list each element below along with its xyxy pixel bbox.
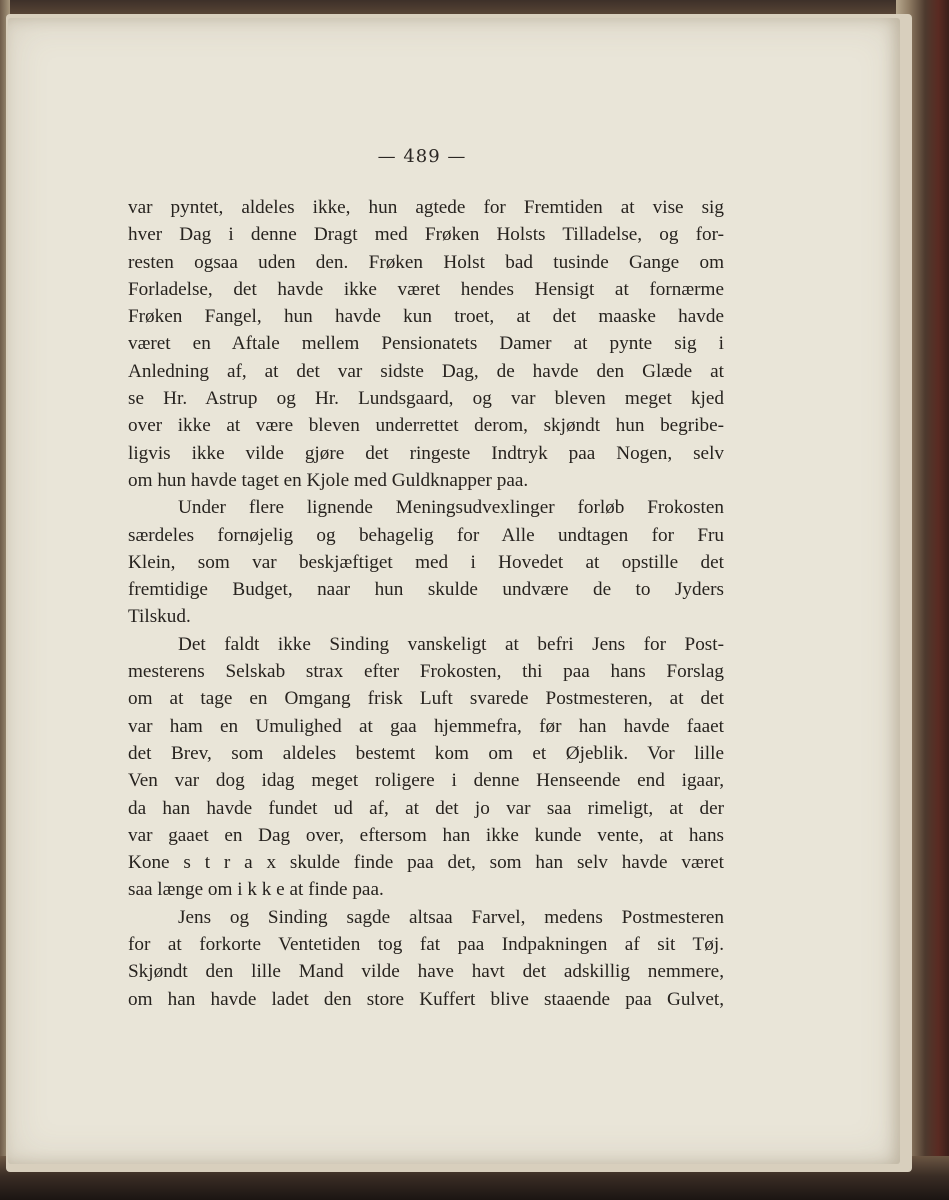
text-line: saa længe om i k k e at finde paa. <box>128 879 384 901</box>
text-line: fremtidige Budget, naar hun skulde undvære de to Jyders <box>128 579 724 601</box>
text-line: var gaaet en Dag over, eftersom han ikke kunde vente, at hans <box>128 824 724 846</box>
text-line: Forladelse, det havde ikke været hendes Hensigt at fornærme <box>128 278 724 300</box>
text-line: se Hr. Astrup og Hr. Lundsgaard, og var bleven meget kjed <box>128 388 724 410</box>
text-line: Frøken Fangel, hun havde kun troet, at det maaske havde <box>128 306 724 328</box>
text-line: over ikke at være bleven underrettet derom, skjøndt hun begribe- <box>128 415 724 437</box>
text-line: om hun havde taget en Kjole med Guldknapper paa. <box>128 469 529 491</box>
text-line: for at forkorte Ventetiden tog fat paa Indpakningen af sit Tøj. <box>128 934 724 956</box>
text-line: Klein, som var beskjæftiget med i Hovedet at opstille det <box>128 551 724 573</box>
text-line: særdeles fornøjelig og behagelig for Alle undtagen for Fru <box>128 524 724 546</box>
text-line: Kone s t r a x skulde finde paa det, som han selv havde været <box>128 852 724 874</box>
text-line: Ven var dog idag meget roligere i denne Henseende end igaar, <box>128 770 724 792</box>
page-number: — 489 — <box>377 146 467 167</box>
text-line: Tilskud. <box>128 606 191 628</box>
text-line: var pyntet, aldeles ikke, hun agtede for Fremtiden at vise sig <box>128 197 724 218</box>
text-line: været en Aftale mellem Pensionatets Damer at pynte sig i <box>128 333 724 355</box>
text-line: om han havde ladet den store Kuffert blive staaende paa Gulvet, <box>128 988 724 1010</box>
text-line: det Brev, som aldeles bestemt kom om et Øjeblik. Vor lille <box>128 742 724 764</box>
text-line: resten ogsaa uden den. Frøken Holst bad tusinde Gange om <box>128 251 724 273</box>
page-sheet <box>8 18 900 1164</box>
text-line: da han havde fundet ud af, at det jo var saa rimeligt, at der <box>128 797 724 819</box>
text-line: Jens og Sinding sagde altsaa Farvel, medens Postmesteren <box>178 906 724 928</box>
text-line: mesterens Selskab strax efter Frokosten, thi paa hans Forslag <box>128 661 724 683</box>
text-line: Anledning af, at det var sidste Dag, de havde den Glæde at <box>128 360 724 382</box>
text-line: ligvis ikke vilde gjøre det ringeste Indtryk paa Nogen, selv <box>128 442 724 464</box>
text-line: Skjøndt den lille Mand vilde have havt det adskillig nemmere, <box>128 961 724 983</box>
text-line: Under flere lignende Meningsudvexlinger forløb Frokosten <box>178 497 724 519</box>
text-line: Det faldt ikke Sinding vanskeligt at befri Jens for Post- <box>178 633 724 655</box>
text-line: var ham en Umulighed at gaa hjemmefra, før han havde faaet <box>128 715 724 737</box>
body-text <box>128 194 724 1013</box>
text-line: hver Dag i denne Dragt med Frøken Holsts Tilladelse, og for- <box>128 224 724 246</box>
text-line: om at tage en Omgang frisk Luft svarede Postmesteren, at det <box>128 688 724 710</box>
